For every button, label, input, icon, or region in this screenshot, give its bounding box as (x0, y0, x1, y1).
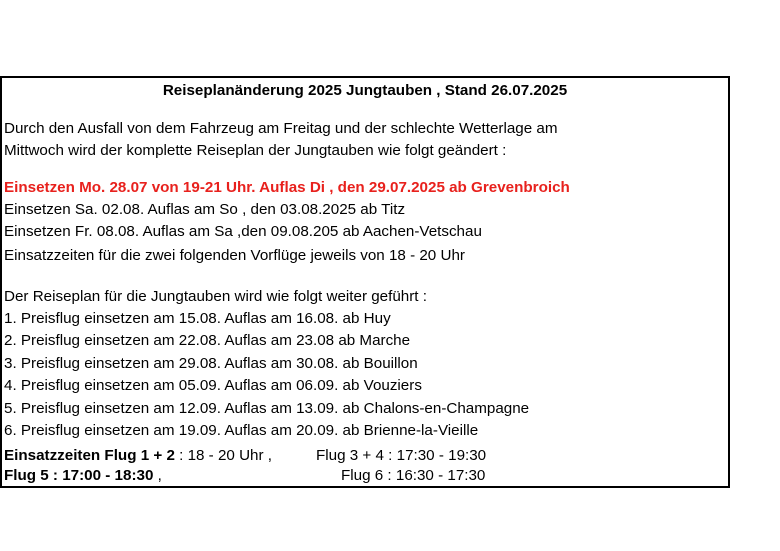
times-row-2-right: Flug 6 : 16:30 - 17:30 (341, 467, 486, 484)
flight-line-4: 4. Preisflug einsetzen am 05.09. Auflas am 06.09. ab Vouziers (4, 377, 422, 394)
flight-line-5: 5. Preisflug einsetzen am 12.09. Auflas am 13.09. ab Chalons-en-Champagne (4, 400, 530, 417)
change-line-aachen: Einsetzen Fr. 08.08. Auflas am Sa ,den 09.08.205 ab Aachen-Vetschau (4, 223, 482, 240)
plan-intro-line: Der Reiseplan für die Jungtauben wird wie folgt weiter geführt : (4, 288, 427, 305)
document-frame (0, 76, 730, 488)
times-row-2 (4, 467, 162, 485)
times-row-2-label: Flug 5 : 17:00 - 18:30 (4, 467, 154, 484)
change-line-titz: Einsetzen Sa. 02.08. Auflas am So , den 03.08.2025 ab Titz (4, 201, 406, 218)
times-row-1-label: Einsatzzeiten Flug 1 + 2 (4, 447, 175, 464)
flight-line-2: 2. Preisflug einsetzen am 22.08. Auflas am 23.08 ab Marche (4, 332, 411, 349)
times-row-1 (4, 447, 272, 465)
times-row-1-right: Flug 3 + 4 : 17:30 - 19:30 (316, 447, 487, 464)
times-row-2-value: , (153, 467, 162, 484)
page-title: Reiseplanänderung 2025 Jungtauben , Stand 26.07.2025 (162, 82, 568, 99)
highlight-change-line: Einsetzen Mo. 28.07 von 19-21 Uhr. Auflas Di , den 29.07.2025 ab Grevenbroich (4, 179, 570, 196)
flight-line-1: 1. Preisflug einsetzen am 15.08. Auflas am 16.08. ab Huy (4, 310, 391, 327)
flight-line-3: 3. Preisflug einsetzen am 29.08. Auflas am 30.08. ab Bouillon (4, 355, 418, 372)
change-line-times: Einsatzzeiten für die zwei folgenden Vorflüge jeweils von 18 - 20 Uhr (4, 247, 465, 264)
times-row-1-value: : 18 - 20 Uhr , (174, 447, 272, 464)
intro-line-2: Mittwoch wird der komplette Reiseplan der Jungtauben wie folgt geändert : (4, 142, 507, 159)
flight-line-6: 6. Preisflug einsetzen am 19.09. Auflas am 20.09. ab Brienne-la-Vieille (4, 422, 479, 439)
intro-line-1: Durch den Ausfall von dem Fahrzeug am Freitag und der schlechte Wetterlage am (4, 120, 558, 137)
